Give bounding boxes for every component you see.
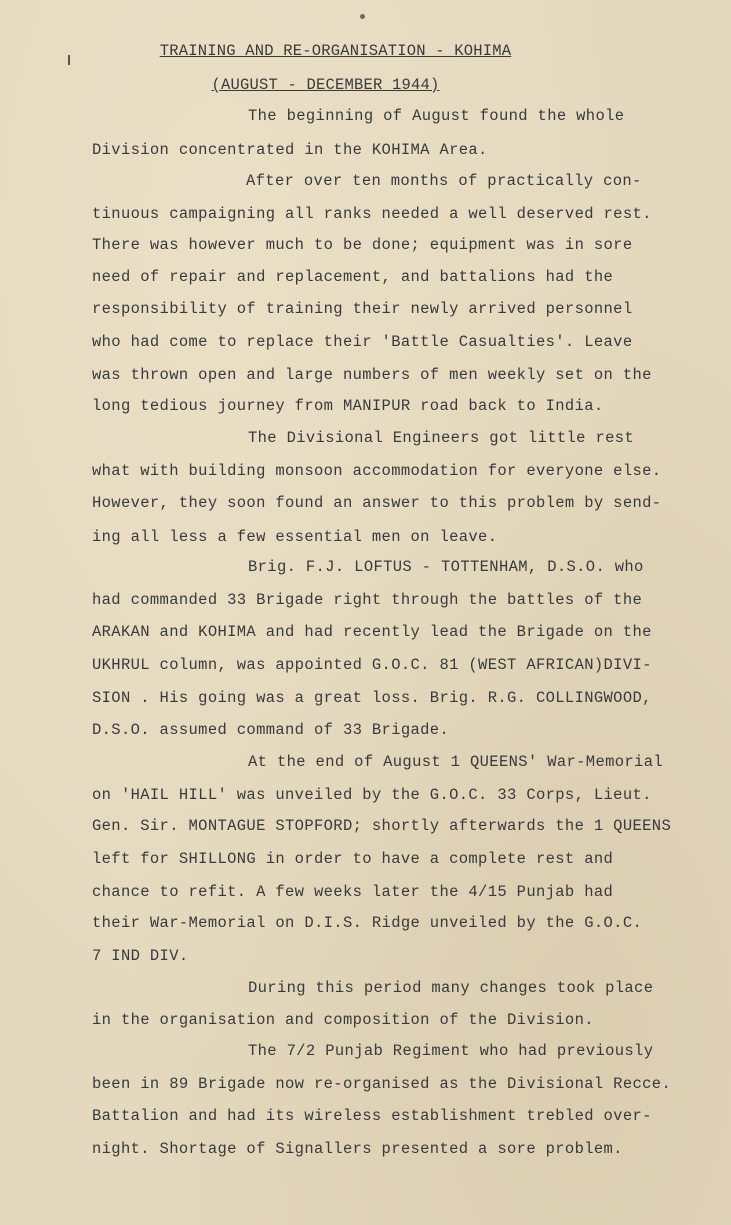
text-line: The 7/2 Punjab Regiment who had previously (248, 1042, 654, 1060)
text-line: was thrown open and large numbers of men weekly set on the (92, 366, 652, 384)
text-line: ARAKAN and KOHIMA and had recently lead the Brigade on the (92, 623, 652, 641)
text-line: D.S.O. assumed command of 33 Brigade. (92, 721, 450, 739)
page-subtitle: (AUGUST - DECEMBER 1944) (211, 76, 440, 94)
text-line: 7 IND DIV. (92, 947, 189, 965)
text-line: Battalion and had its wireless establishment trebled over- (92, 1107, 652, 1125)
text-line: Gen. Sir. MONTAGUE STOPFORD; shortly afterwards the 1 QUEENS (92, 817, 672, 835)
text-line: night. Shortage of Signallers presented a sore problem. (92, 1140, 623, 1158)
punch-mark (360, 14, 365, 19)
text-line: who had come to replace their 'Battle Casualties'. Leave (92, 333, 633, 351)
text-line: need of repair and replacement, and battalions had the (92, 268, 614, 286)
text-line: However, they soon found an answer to this problem by send- (92, 494, 662, 512)
text-line: on 'HAIL HILL' was unveiled by the G.O.C. 33 Corps, Lieut. (92, 786, 652, 804)
text-line: responsibility of training their newly arrived personnel (92, 300, 633, 318)
text-line: left for SHILLONG in order to have a complete rest and (92, 850, 614, 868)
text-line: long tedious journey from MANIPUR road back to India. (92, 397, 604, 415)
text-line: in the organisation and composition of the Division. (92, 1011, 594, 1029)
text-line: ing all less a few essential men on leave. (92, 528, 498, 546)
text-line: been in 89 Brigade now re-organised as the Divisional Recce. (92, 1075, 672, 1093)
text-line: During this period many changes took place (248, 979, 654, 997)
text-line: SION . His going was a great loss. Brig. R.G. COLLINGWOOD, (92, 689, 652, 707)
text-line: Brig. F.J. LOFTUS - TOTTENHAM, D.S.O. who (248, 558, 644, 576)
text-line: chance to refit. A few weeks later the 4/15 Punjab had (92, 883, 614, 901)
text-line: had commanded 33 Brigade right through the battles of the (92, 591, 643, 609)
text-line: There was however much to be done; equipment was in sore (92, 236, 633, 254)
text-line: UKHRUL column, was appointed G.O.C. 81 (WEST AFRICAN)DIVI- (92, 656, 652, 674)
text-line: what with building monsoon accommodation for everyone else. (92, 462, 662, 480)
text-line: their War-Memorial on D.I.S. Ridge unveiled by the G.O.C. (92, 914, 643, 932)
text-line: tinuous campaigning all ranks needed a well deserved rest. (92, 205, 652, 223)
text-line: The beginning of August found the whole (248, 107, 625, 125)
page-title: TRAINING AND RE-ORGANISATION - KOHIMA (159, 42, 512, 60)
text-line: Division concentrated in the KOHIMA Area. (92, 141, 488, 159)
text-line: The Divisional Engineers got little rest (248, 429, 635, 447)
text-line: At the end of August 1 QUEENS' War-Memorial (248, 753, 664, 771)
text-line: After over ten months of practically con- (246, 172, 642, 190)
